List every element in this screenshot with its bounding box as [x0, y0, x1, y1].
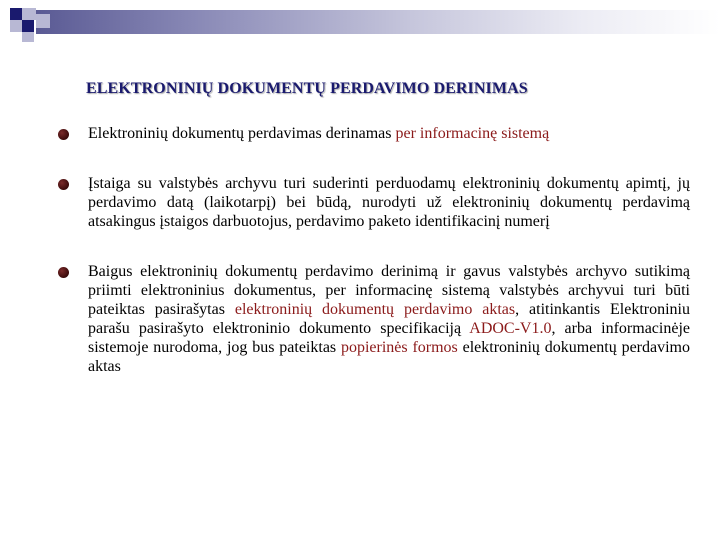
- bullet-text: Baigus elektroninių dokumentų perdavimo derinimą ir gavus valstybės archyvo sutikimą priimti elektroninius dokumentus, per informacinę sistemą valstybės archyvui turi būti pateiktas pasirašytas: [88, 263, 690, 318]
- bullet-highlight: elektroninių dokumentų perdavimo aktas: [234, 301, 516, 318]
- decor-square: [22, 32, 34, 42]
- bullet-highlight: per informacinę sistemą: [395, 125, 550, 142]
- decor-square: [22, 8, 36, 20]
- bullet-item: [58, 124, 690, 143]
- bullet-icon: [58, 267, 69, 278]
- slide-title: ELEKTRONINIŲ DOKUMENTŲ PERDAVIMO DERINIMAS: [86, 80, 528, 97]
- decor-square: [10, 8, 22, 20]
- bullet-text: Įstaiga su valstybės archyvu turi suderinti perduodamų elektroninių dokumentų apimtį, jų perdavimo datą (laikotarpį) bei būdą, nurodyti už elektroninių dokumentų perdavimą atsakingus įstaigos darbuotojus, perdavimo paketo identifikacinį numerį: [88, 175, 690, 230]
- decor-square: [22, 20, 34, 32]
- bullet-item: [58, 174, 690, 231]
- bullet-highlight: popierinės formos: [340, 339, 458, 356]
- decor-square: [10, 20, 22, 32]
- bullet-icon: [58, 179, 69, 190]
- bullet-item: [58, 262, 690, 376]
- bullet-highlight: ADOC-V1.0: [469, 320, 552, 337]
- bullet-text: , atitinkantis Elektroniniu parašu pasirašyto elektroninio dokumento specifikaciją: [88, 301, 691, 337]
- bullet-text: elektroninių dokumentų perdavimo aktas: [88, 339, 690, 375]
- bullet-icon: [58, 129, 69, 140]
- decor-square: [36, 14, 50, 28]
- bullet-text: Elektroninių dokumentų perdavimas derinamas: [88, 125, 396, 142]
- bullet-list: [58, 124, 690, 376]
- bullet-text: , arba informacinėje sistemoje nurodoma, jog bus pateiktas: [88, 320, 691, 356]
- header-gradient-band: [36, 10, 720, 34]
